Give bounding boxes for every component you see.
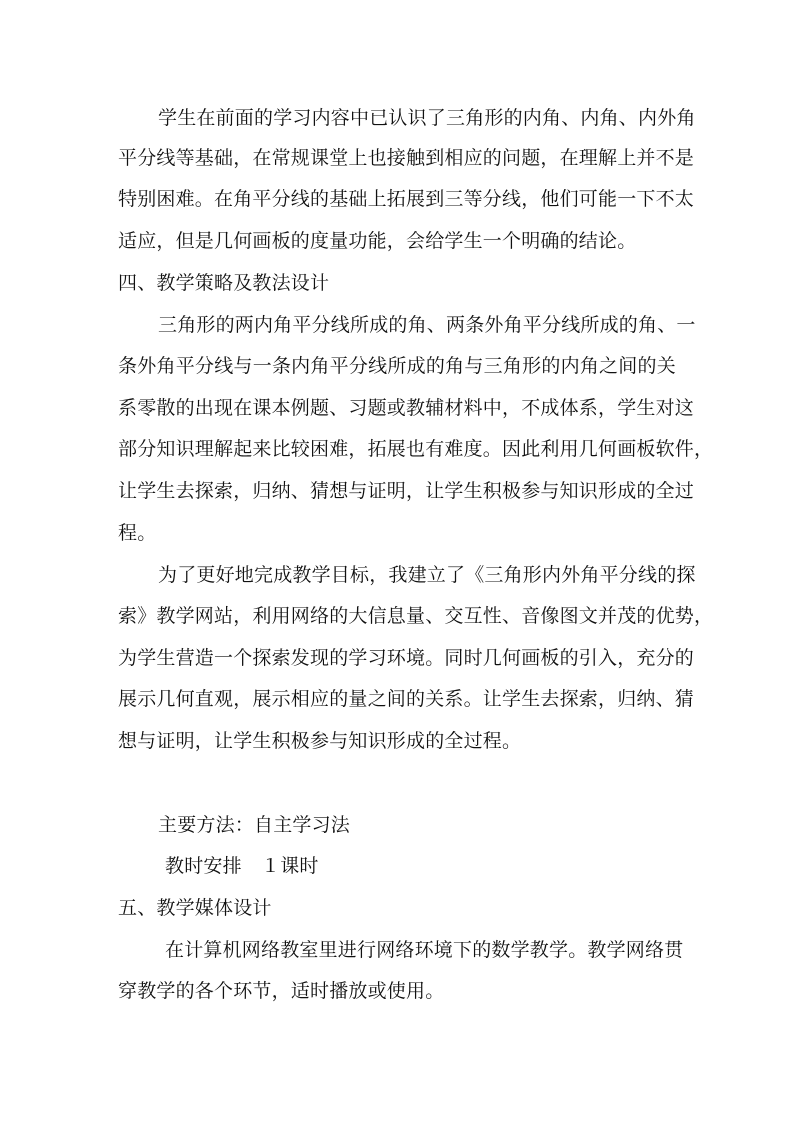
paragraph-3-line-1: 为了更好地完成教学目标，我建立了《三角形内外角平分线的探 — [158, 564, 696, 586]
paragraph-4-line-2: 穿教学的各个环节，适时播放或使用。 — [118, 980, 445, 1002]
paragraph-3-line-5: 想与证明，让学生积极参与知识形成的全过程。 — [118, 730, 522, 752]
paragraph-1-line-4: 适应，但是几何画板的度量功能，会给学生一个明确的结论。 — [118, 230, 637, 252]
paragraph-2-line-1: 三角形的两内角平分线所成的角、两条外角平分线所成的角、一 — [158, 314, 696, 336]
paragraph-2-line-4: 部分知识理解起来比较困难，拓展也有难度。因此利用几何画板软件， — [118, 438, 714, 460]
section-heading-4: 四、教学策略及教法设计 — [118, 272, 330, 294]
main-method: 主要方法：自主学习法 — [158, 814, 351, 836]
paragraph-3-line-3: 为学生营造一个探索发现的学习环境。同时几何画板的引入，充分的 — [118, 647, 695, 669]
class-schedule: 教时安排 １课时 — [165, 855, 319, 877]
paragraph-3-line-2: 索》教学网站，利用网络的大信息量、交互性、音像图文并茂的优势， — [118, 605, 714, 627]
paragraph-2-line-5: 让学生去探索，归纳、猜想与证明，让学生积极参与知识形成的全过 — [118, 480, 695, 502]
paragraph-2-line-2: 条外角平分线与一条内角平分线所成的角与三角形的内角之间的关 — [118, 355, 676, 377]
paragraph-1-line-3: 特别困难。在角平分线的基础上拓展到三等分线，他们可能一下不太 — [118, 188, 695, 210]
paragraph-1-line-2: 平分线等基础，在常规课堂上也接触到相应的问题，在理解上并不是 — [118, 147, 695, 169]
paragraph-1-line-1: 学生在前面的学习内容中已认识了三角形的内角、内角、内外角 — [158, 107, 696, 129]
paragraph-2-line-3: 系零散的出现在课本例题、习题或教辅材料中，不成体系，学生对这 — [118, 397, 695, 419]
paragraph-4-line-1: 在计算机网络教室里进行网络环境下的数学教学。教学网络贯 — [165, 939, 684, 961]
paragraph-3-line-4: 展示几何直观，展示相应的量之间的关系。让学生去探索，归纳、猜 — [118, 688, 695, 710]
paragraph-2-line-6: 程。 — [118, 522, 157, 544]
section-heading-5: 五、教学媒体设计 — [118, 897, 272, 919]
